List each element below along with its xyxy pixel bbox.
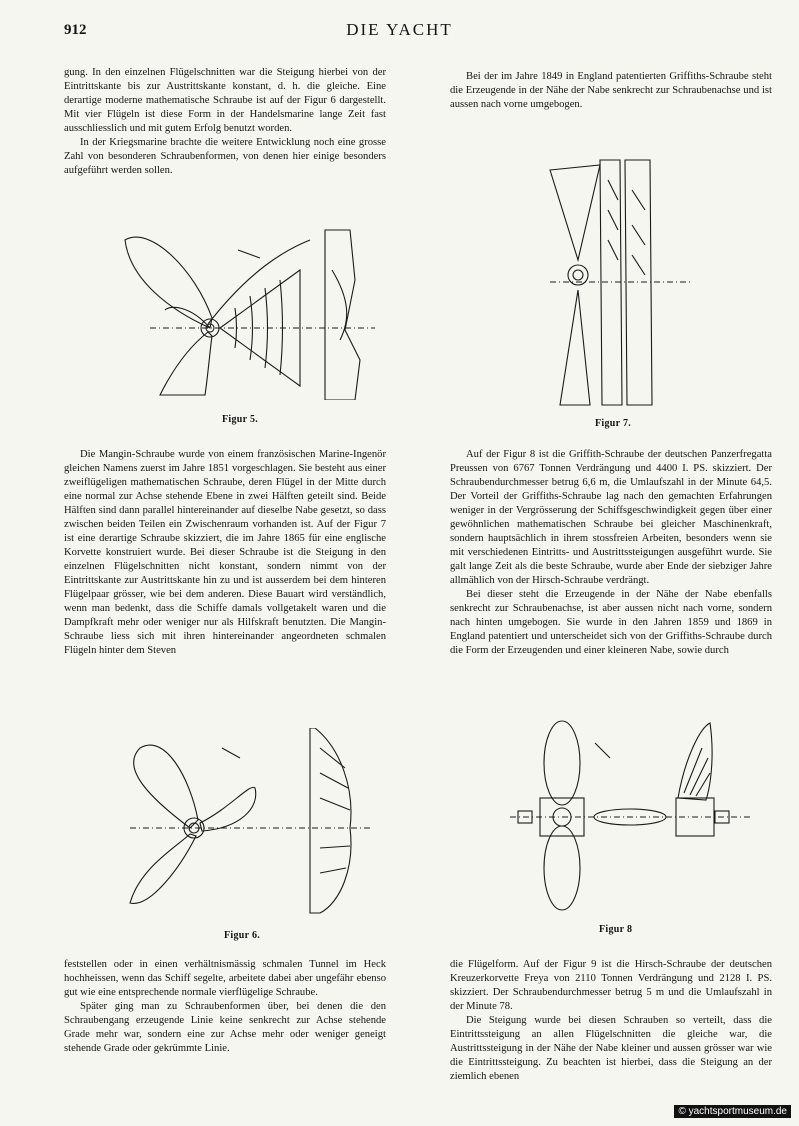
paragraph: Die Mangin-Schraube wurde von einem französischen Marine-Ingenör gleichen Namens zuerst im Jahre 1851 vorgeschlagen. Sie besteht aus einer zweiflügeligen mathematischen Schraube, deren Flügel in der Mitte durch eine normal zur Achse stehende Ebene in zwei Hälften geteilt sind. Beide Hälften sind dann parallel hintereinander auf dieselbe Nabe gesetzt, so dass zwischen beiden Teilen ein Zwischenraum vorhanden ist. Auf der Figur 7 ist eine derartige Schraube skizziert, die im Jahre 1865 für eine englische Korvette konstruiert wurde. Bei dieser Schraube ist die Steigung in den einzelnen Flügelschnitten nicht konstant, sondern nimmt von der Eintrittskante zur Austrittskante hin zu und ist ausserdem bei dem hinteren Flügelpaar grösser, wie bei dem anderen. Diese Bauart wird verständlich, wenn man bedenkt, dass die Schiffe damals vollgetakelt waren und die Dampfkraft mehr oder weniger nur als Hilfskraft benutzten. Die Mangin-Schraube liess sich mit ihren hintereinander angeordneten schmalen Flügeln hinter dem Steven [64, 449, 386, 656]
watermark: © yachtsportmuseum.de [674, 1105, 791, 1118]
left-top-text [64, 66, 386, 178]
paragraph: die Flügelform. Auf der Figur 9 ist die Hirsch-Schraube der deutschen Kreuzerkorvette Freya von 2110 Tonnen Verdrängung und 2128 I. PS. skizziert. Der Schraubendurchmesser betrug 5 m und die Umlaufszahl in der Minute 78. [450, 959, 772, 1012]
blade [550, 165, 600, 260]
caption-figure-7: Figur 7. [595, 418, 632, 429]
right-bottom-text [450, 958, 772, 1084]
blade [544, 826, 580, 910]
section-lines [608, 180, 645, 275]
paragraph: Bei dieser steht die Erzeugende in der Nähe der Nabe ebenfalls senkrecht zur Schraubenachse, ist aber aussen nicht nach vorne, sondern nach hinten umgebogen. Sie wurde in den Jahren 1859 und 1869 in England patentiert und unterscheidet sich von der Griffiths-Schraube durch die Form der Erzeugenden und einer kleineren Nabe, sowie durch [450, 589, 772, 656]
caption-figure-8: Figur 8 [599, 924, 633, 935]
hub-inner [573, 270, 583, 280]
caption-figure-6: Figur 6. [224, 930, 261, 941]
left-bottom-text [64, 958, 386, 1056]
rotation-arrow [222, 748, 240, 758]
blade [125, 237, 212, 328]
paragraph: Auf der Figur 8 ist die Griffith-Schraube der deutschen Panzerfregatta Preussen von 6767 Tonnen Verdrängung und 4400 I. PS. skizziert. Der Schraubendurchmesser betrug 6,6 m, die Umlaufszahl in der Minute 64,5. Der Vorteil der Griffiths-Schraube lag nach den gemachten Erfahrungen weniger in der Vergrösserung der Schiffsgeschwindigkeit gegen über einer gewöhnlichen mathematischen Schraube bei gleicher Maschinenkraft, sondern hauptsächlich in ihrem stossfreien Arbeiten, besonders wenn sie mit verschiedenen Eintritts- und Austrittssteigungen ausgeführt wurde. Sie galt lange Zeit als die beste Schraube, wurde aber Ende der siebziger Jahre allmählich von der Hirsch-Schraube verdrängt. [450, 449, 772, 586]
blade [160, 332, 212, 395]
blade [134, 745, 198, 828]
figure-8 [510, 718, 760, 918]
paragraph: In der Kriegsmarine brachte die weitere Entwicklung noch eine grosse Zahl von besonderen Schraubenformen, von denen hier einige besonders aufgeführt werden sollen. [64, 137, 386, 176]
figure-6 [110, 728, 380, 918]
side-view [325, 230, 360, 400]
blade [544, 721, 580, 805]
paragraph: Bei der im Jahre 1849 in England patentierten Griffiths-Schraube steht die Erzeugende in der Nähe der Nabe senkrecht zur Schraubenachse und ist aussen nach vorne umgebogen. [450, 71, 772, 110]
page-number: 912 [64, 22, 87, 38]
rotation-arrow [595, 743, 610, 758]
section-lines [684, 748, 710, 796]
blade [560, 290, 590, 405]
figure-7 [540, 140, 690, 410]
caption-figure-5: Figur 5. [222, 414, 259, 425]
section-lines [320, 748, 350, 873]
paragraph: Die Steigung wurde bei diesen Schrauben so verteilt, dass die Eintrittssteigung an allen Flügelschnitten die gleiche war, die Austrittssteigung in der Nähe der Nabe kleiner und aussen grösser war wie die Eintrittssteigung. Zu beachten ist hierbei, dass die Steigung an der ziemlich ebenen [450, 1015, 772, 1082]
paragraph: gung. In den einzelnen Flügelschnitten war die Steigung hierbei von der Eintrittskante bis zur Austrittskante konstant, d. h. die gleiche. Eine derartige moderne mathematische Schraube ist auf der Figur 6 dargestellt. Mit vier Flügeln ist diese Form in der Handelsmarine lange Zeit fast ausschliesslich und mit gutem Erfolg benutzt worden. [64, 67, 386, 134]
blade-edge [208, 240, 310, 324]
journal-title: DIE YACHT [346, 20, 453, 39]
blade [200, 787, 256, 831]
right-top-text [450, 70, 772, 112]
paragraph: feststellen oder in einen verhältnismässig schmalen Tunnel im Heck hochheissen, wenn das Schiff segelte, arbeitete dabei aber ungefähr ebenso gut wie eine entsprechende normale vierflügelige Schraube. [64, 959, 386, 998]
rotation-arrow [238, 250, 260, 258]
side-blade [332, 270, 347, 340]
side-blade [678, 723, 712, 800]
paragraph: Später ging man zu Schraubenformen über, bei denen die den Schraubengang erzeugende Linie keine senkrecht zur Achse stehende Grade mehr war, sondern eine zur Achse mehr oder weniger geneigt stehende Grade oder gekrümmte Linie. [64, 1001, 386, 1054]
figure-5 [110, 210, 380, 400]
blade [130, 834, 196, 903]
right-mid-text [450, 448, 772, 658]
left-mid-text [64, 448, 386, 658]
